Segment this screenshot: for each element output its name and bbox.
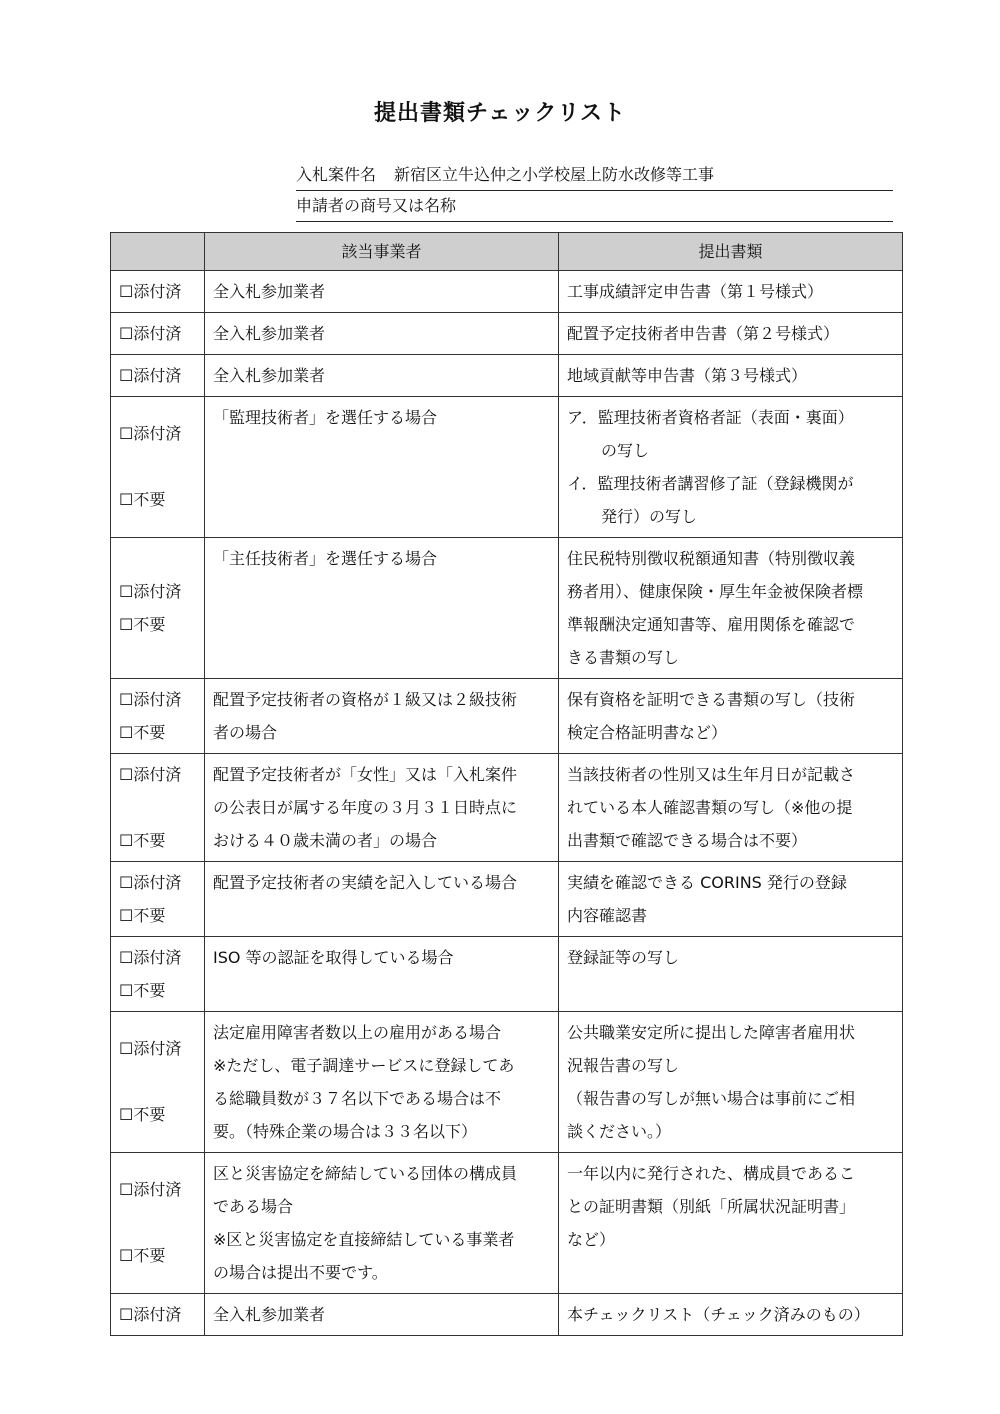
attached-checkbox[interactable]: ☐添付済 (119, 765, 182, 784)
party-cell (205, 862, 559, 937)
party-text: おける４０歳未満の者」の場合 (213, 831, 438, 850)
attached-checkbox[interactable]: ☐添付済 (119, 948, 182, 967)
page-title: 提出書類チェックリスト (374, 101, 626, 126)
documents-cell (559, 1294, 903, 1336)
applicant-name-label: 申請者の商号又は名称 (296, 196, 457, 215)
table-row (111, 313, 903, 355)
table-row (111, 1294, 903, 1336)
project-name-line (296, 162, 893, 191)
party-text: 「主任技術者」を選任する場合 (213, 549, 438, 568)
table-row (111, 754, 903, 862)
attached-checkbox[interactable]: ☐添付済 (119, 1305, 182, 1324)
table-row (111, 271, 903, 313)
applicant-name-line (296, 193, 893, 222)
attached-checkbox[interactable]: ☐添付済 (119, 582, 182, 601)
documents-cell (559, 1153, 903, 1294)
party-text: 「監理技術者」を選任する場合 (213, 408, 438, 427)
party-text: 者の場合 (213, 723, 278, 742)
not-required-checkbox[interactable]: ☐不要 (119, 490, 166, 509)
header-party: 該当事業者 (205, 233, 559, 271)
documents-text: きる書類の写し (567, 648, 680, 667)
party-text: ※ただし、電子調達サービスに登録してあ (213, 1056, 515, 1075)
party-cell (205, 754, 559, 862)
attached-checkbox[interactable]: ☐添付済 (119, 1180, 182, 1199)
documents-text: など） (567, 1230, 616, 1249)
status-cell (111, 397, 205, 538)
documents-text: イ．監理技術者講習修了証（登録機関が (567, 474, 854, 493)
documents-cell (559, 937, 903, 1012)
documents-cell (559, 679, 903, 754)
documents-text: 談ください。） (567, 1122, 672, 1141)
documents-text: 出書類で確認できる場合は不要） (567, 831, 808, 850)
documents-text: ア．監理技術者資格者証（表面・裏面） (567, 408, 854, 427)
table-row (111, 538, 903, 679)
documents-text: 登録証等の写し (567, 948, 680, 967)
checklist-table (110, 232, 903, 1336)
documents-cell (559, 313, 903, 355)
project-name-value: 新宿区立牛込仲之小学校屋上防水改修等工事 (394, 165, 715, 184)
project-name-label: 入札案件名 (296, 165, 377, 184)
party-text: の公表日が属する年度の３月３１日時点に (213, 798, 518, 817)
header-documents: 提出書類 (559, 233, 903, 271)
attached-checkbox[interactable]: ☐添付済 (119, 690, 182, 709)
party-text: る総職員数が３７名以下である場合は不 (213, 1089, 502, 1108)
party-cell (205, 679, 559, 754)
party-text: の場合は提出不要です。 (213, 1263, 388, 1282)
table-row (111, 355, 903, 397)
documents-text: （報告書の写しが無い場合は事前にご相 (567, 1089, 856, 1108)
party-text: 区と災害協定を締結している団体の構成員 (213, 1164, 518, 1183)
not-required-checkbox[interactable]: ☐不要 (119, 1246, 166, 1265)
status-cell (111, 754, 205, 862)
party-cell (205, 937, 559, 1012)
party-text: 全入札参加業者 (213, 1305, 326, 1324)
party-text: ※区と災害協定を直接締結している事業者 (213, 1230, 515, 1249)
documents-text: 地域貢献等申告書（第３号様式） (567, 366, 808, 385)
table-row (111, 1153, 903, 1294)
status-cell (111, 679, 205, 754)
not-required-checkbox[interactable]: ☐不要 (119, 831, 166, 850)
documents-text: 発行）の写し (601, 507, 698, 526)
status-cell (111, 937, 205, 1012)
attached-checkbox[interactable]: ☐添付済 (119, 1039, 182, 1058)
not-required-checkbox[interactable]: ☐不要 (119, 1105, 166, 1124)
table-row (111, 397, 903, 538)
party-text: 法定雇用障害者数以上の雇用がある場合 (213, 1023, 502, 1042)
documents-text: の写し (601, 441, 650, 460)
table-row (111, 862, 903, 937)
documents-text: 本チェックリスト（チェック済みのもの） (567, 1305, 870, 1324)
party-text: 要。（特殊企業の場合は３３名以下） (213, 1122, 478, 1141)
documents-cell (559, 754, 903, 862)
party-cell (205, 397, 559, 538)
party-text: 配置予定技術者の資格が１級又は２級技術 (213, 690, 518, 709)
attached-checkbox[interactable]: ☐添付済 (119, 282, 182, 301)
documents-text: 況報告書の写し (567, 1056, 680, 1075)
attached-checkbox[interactable]: ☐添付済 (119, 424, 182, 443)
attached-checkbox[interactable]: ☐添付済 (119, 873, 182, 892)
documents-text: との証明書類（別紙「所属状況証明書」 (567, 1197, 856, 1216)
not-required-checkbox[interactable]: ☐不要 (119, 981, 166, 1000)
documents-cell (559, 1012, 903, 1153)
attached-checkbox[interactable]: ☐添付済 (119, 366, 182, 385)
documents-cell (559, 355, 903, 397)
party-cell (205, 271, 559, 313)
documents-text: 当該技術者の性別又は生年月日が記載さ (567, 765, 856, 784)
status-cell (111, 1294, 205, 1336)
table-row (111, 679, 903, 754)
documents-cell (559, 271, 903, 313)
status-cell (111, 862, 205, 937)
documents-text: 配置予定技術者申告書（第２号様式） (567, 324, 840, 343)
header-status (111, 233, 205, 271)
party-text: 配置予定技術者が「女性」又は「入札案件 (213, 765, 518, 784)
documents-text: れている本人確認書類の写し（※他の提 (567, 798, 853, 817)
party-cell (205, 355, 559, 397)
documents-cell (559, 862, 903, 937)
party-cell (205, 1012, 559, 1153)
documents-text: 住民税特別徴収税額通知書（特別徴収義 (567, 549, 856, 568)
status-cell (111, 1012, 205, 1153)
documents-cell (559, 538, 903, 679)
party-text: 全入札参加業者 (213, 282, 326, 301)
status-cell (111, 313, 205, 355)
documents-text: 実績を確認できる CORINS 発行の登録 (567, 873, 847, 892)
documents-text: 保有資格を証明できる書類の写し（技術 (567, 690, 856, 709)
not-required-checkbox[interactable]: ☐不要 (119, 906, 166, 925)
documents-text: 工事成績評定申告書（第１号様式） (567, 282, 824, 301)
table-header-row (111, 233, 903, 271)
table-row (111, 937, 903, 1012)
status-cell (111, 538, 205, 679)
documents-text: 公共職業安定所に提出した障害者雇用状 (567, 1023, 856, 1042)
documents-text: 務者用）、健康保険・厚生年金被保険者標 (567, 582, 864, 601)
party-cell (205, 1153, 559, 1294)
party-text: ISO 等の認証を取得している場合 (213, 948, 454, 967)
party-cell (205, 1294, 559, 1336)
party-text: 全入札参加業者 (213, 324, 326, 343)
table-row (111, 1012, 903, 1153)
party-cell (205, 538, 559, 679)
party-cell (205, 313, 559, 355)
documents-text: 検定合格証明書など） (567, 723, 728, 742)
documents-cell (559, 397, 903, 538)
party-text: 配置予定技術者の実績を記入している場合 (213, 873, 518, 892)
status-cell (111, 355, 205, 397)
status-cell (111, 1153, 205, 1294)
party-text: 全入札参加業者 (213, 366, 326, 385)
not-required-checkbox[interactable]: ☐不要 (119, 723, 166, 742)
attached-checkbox[interactable]: ☐添付済 (119, 324, 182, 343)
documents-text: 一年以内に発行された、構成員であるこ (567, 1164, 856, 1183)
party-text: である場合 (213, 1197, 294, 1216)
documents-text: 準報酬決定通知書等、雇用関係を確認で (567, 615, 856, 634)
documents-text: 内容確認書 (567, 906, 648, 925)
status-cell (111, 271, 205, 313)
not-required-checkbox[interactable]: ☐不要 (119, 615, 166, 634)
